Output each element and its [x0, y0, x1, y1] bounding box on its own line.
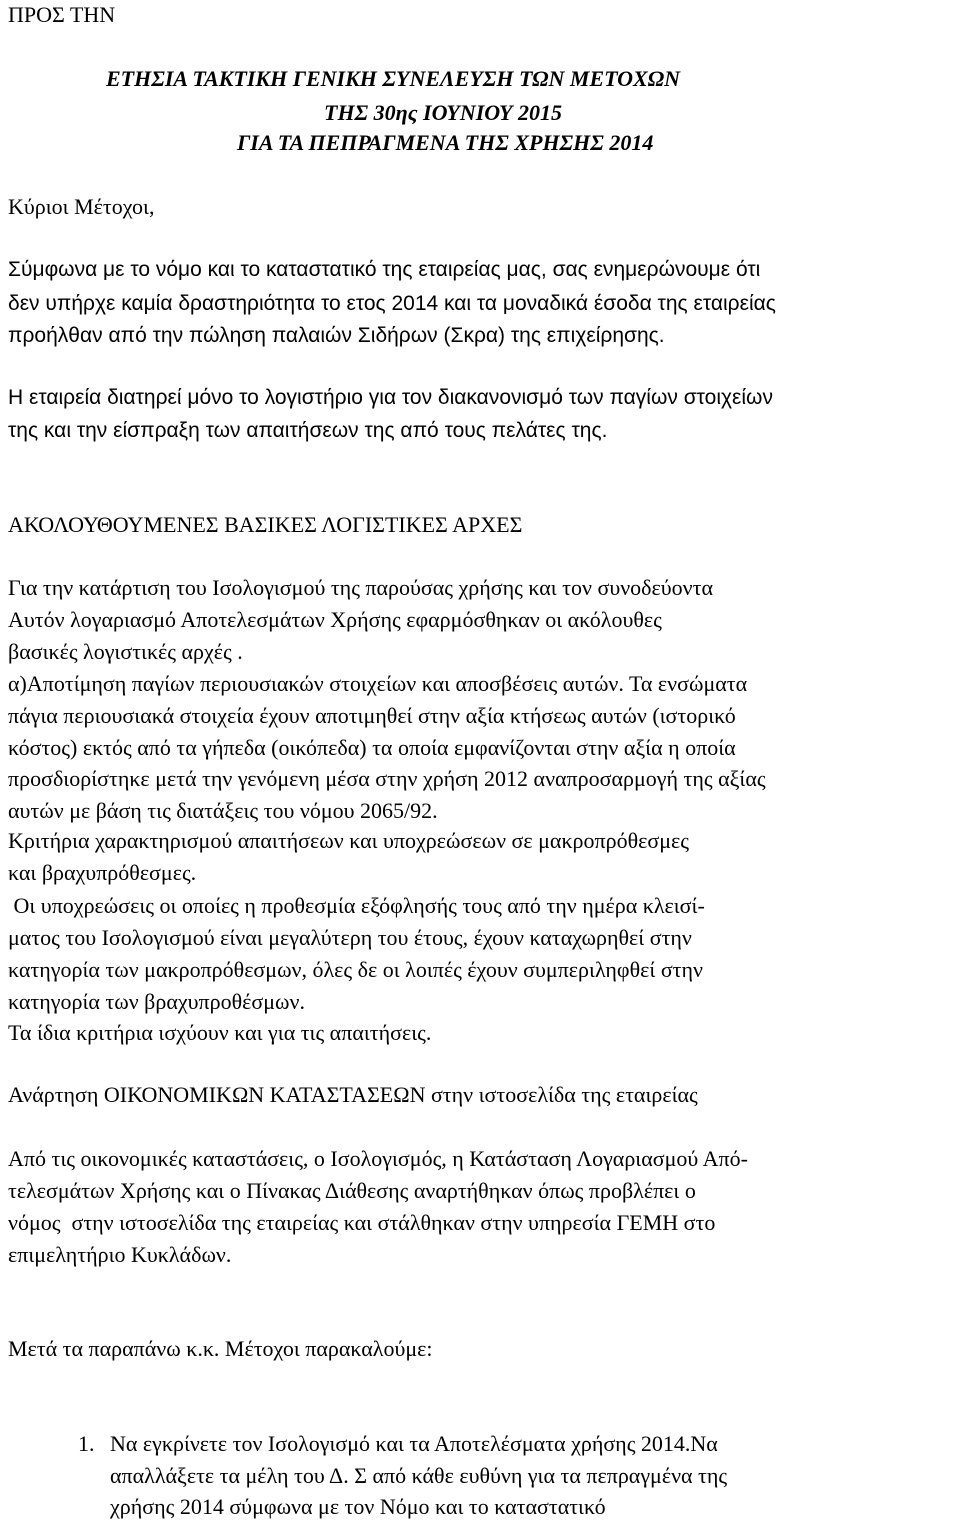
- principles-line-13: κατηγορία των μακροπρόθεσμων, όλες δε οι λοιπές έχουν συμπεριληφθεί στην: [8, 957, 703, 982]
- addressee-line: ΠΡΟΣ ΤΗΝ: [8, 2, 116, 27]
- intro-p1-line-1: Σύμφωνα με το νόμο και το καταστατικό της εταιρείας μας, σας ενημερώνουμε ότι: [8, 258, 761, 281]
- title-line-1: ΕΤΗΣΙΑ ΤΑΚΤΙΚΗ ΓΕΝΙΚΗ ΣΥΝΕΛΕΥΣΗ ΤΩΝ ΜΕΤΟΧΩΝ: [106, 66, 681, 91]
- publication-line-3: νόμος στην ιστοσελίδα της εταιρείας και στάλθηκαν στην υπηρεσία ΓΕΜΗ στο: [8, 1210, 716, 1235]
- title-line-2: ΤΗΣ 30ης ΙΟΥΝΙΟΥ 2015: [324, 100, 562, 125]
- request-item-line-1: Να εγκρίνετε τον Ισολογισμό και τα Αποτελέσματα χρήσης 2014.Να: [110, 1431, 718, 1456]
- title-line-3: ΓΙΑ ΤΑ ΠΕΠΡΑΓΜΕΝΑ ΤΗΣ ΧΡΗΣΗΣ 2014: [237, 130, 654, 155]
- principles-line-3: βασικές λογιστικές αρχές .: [8, 639, 243, 664]
- principles-line-7: προσδιορίστηκε μετά την γενόμενη μέσα στην χρήση 2012 αναπροσαρμογή της αξίας: [8, 766, 766, 791]
- intro-p2-line-2: της και την είσπραξη των απαιτήσεων της από τους πελάτες της.: [8, 419, 608, 442]
- principles-line-11: Οι υποχρεώσεις οι οποίες η προθεσμία εξόφλησής τους από την ημέρα κλεισί-: [8, 893, 705, 918]
- intro-p1-line-2: δεν υπήρχε καμία δραστηριότητα το ετος 2014 και τα μοναδικά έσοδα της εταιρείας: [8, 292, 776, 315]
- publication-heading: Ανάρτηση ΟΙΚΟΝΟΜΙΚΩΝ ΚΑΤΑΣΤΑΣΕΩΝ στην ιστοσελίδα της εταιρείας: [8, 1082, 698, 1107]
- intro-p2-line-1: Η εταιρεία διατηρεί μόνο το λογιστήριο για τον διακανονισμό των παγίων στοιχείων: [8, 386, 773, 409]
- publication-line-1: Από τις οικονομικές καταστάσεις, ο Ισολογισμός, η Κατάσταση Λογαριασμού Από-: [8, 1146, 748, 1171]
- principles-heading: ΑΚΟΛΟΥΘΟΥΜΕΝΕΣ ΒΑΣΙΚΕΣ ΛΟΓΙΣΤΙΚΕΣ ΑΡΧΕΣ: [8, 512, 523, 537]
- request-intro: Μετά τα παραπάνω κ.κ. Μέτοχοι παρακαλούμε:: [8, 1336, 433, 1361]
- principles-line-5: πάγια περιουσιακά στοιχεία έχουν αποτιμηθεί στην αξία κτήσεως αυτών (ιστορικό: [8, 703, 736, 728]
- salutation: Κύριοι Μέτοχοι,: [8, 194, 155, 219]
- principles-line-6: κόστος) εκτός από τα γήπεδα (οικόπεδα) τα οποία εμφανίζονται στην αξία η οποία: [8, 735, 736, 760]
- principles-line-12: ματος του Ισολογισμού είναι μεγαλύτερη του έτους, έχουν καταχωρηθεί στην: [8, 925, 692, 950]
- principles-line-2: Αυτόν λογαριασμό Αποτελεσμάτων Χρήσης εφαρμόσθηκαν οι ακόλουθες: [8, 607, 662, 632]
- principles-line-15: Τα ίδια κριτήρια ισχύουν και για τις απαιτήσεις.: [8, 1020, 432, 1045]
- principles-line-14: κατηγορία των βραχυπροθέσμων.: [8, 989, 305, 1014]
- intro-p1-line-3: προήλθαν από την πώληση παλαιών Σιδήρων (Σκρα) της επιχείρησης.: [8, 324, 665, 347]
- principles-line-4: α)Αποτίμηση παγίων περιουσιακών στοιχείων και αποσβέσεις αυτών. Τα ενσώματα: [8, 671, 748, 696]
- principles-line-9: Κριτήρια χαρακτηρισμού απαιτήσεων και υποχρεώσεων σε μακροπρόθεσμες: [8, 828, 689, 853]
- principles-line-10: και βραχυπρόθεσμες.: [8, 860, 197, 885]
- principles-line-1: Για την κατάρτιση του Ισολογισμού της παρούσας χρήσης και τον συνοδεύοντα: [8, 575, 713, 600]
- publication-line-2: τελεσμάτων Χρήσης και ο Πίνακας Διάθεσης αναρτήθηκαν όπως προβλέπει ο: [8, 1178, 696, 1203]
- request-item-line-3: χρήσης 2014 σύμφωνα με τον Νόμο και το καταστατικό: [110, 1494, 606, 1519]
- principles-line-8: αυτών με βάση τις διατάξεις του νόμου 2065/92.: [8, 798, 438, 823]
- request-item-number: 1.: [78, 1431, 95, 1456]
- request-item-line-2: απαλλάξετε τα μέλη του Δ. Σ από κάθε ευθύνη για τα πεπραγμένα της: [110, 1463, 728, 1488]
- publication-line-4: επιμελητήριο Κυκλάδων.: [8, 1242, 232, 1267]
